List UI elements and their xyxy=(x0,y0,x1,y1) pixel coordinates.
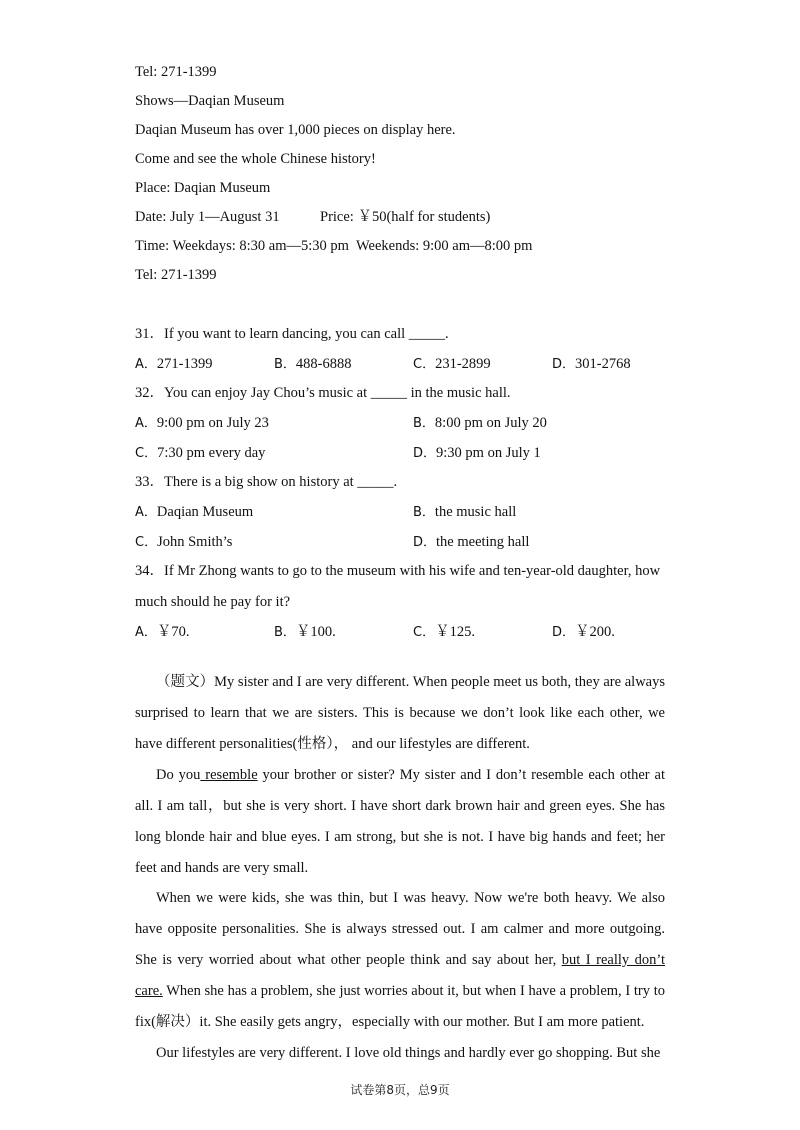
question-33-stem: 33．There is a big show on history at _____. xyxy=(135,474,398,490)
question-33-option-a xyxy=(135,503,253,522)
paragraph-text: Do you xyxy=(156,767,201,783)
page-footer: 试卷第8页，总9页 xyxy=(350,1083,450,1097)
question-32-option-c xyxy=(135,444,265,463)
option-key: C． xyxy=(135,535,158,550)
option-key: A． xyxy=(135,416,157,431)
option-text: Daqian Museum xyxy=(156,504,254,520)
option-key: B． xyxy=(274,357,296,372)
paragraph-text: your brother or sister? My sister and I don’t resemble each other at all. I am tall，but she is very short. I have short dark brown hair and green eyes. She has long blonde hair and blue eyes. I am strong, but she is not. I have big hands and feet; her feet and hands are very small. xyxy=(135,767,665,876)
option-text: the meeting hall xyxy=(436,534,530,550)
question-31-stem: 31．If you want to learn dancing, you can call _____. xyxy=(135,326,449,342)
underlined-word: resemble xyxy=(200,767,258,783)
question-32-option-b xyxy=(413,414,547,433)
paragraph-text: When she has a problem, she just worries about it, but when I have a problem, I try to fix(解决）it. She easily gets angry，especially with our mother. But I am more patient. xyxy=(135,983,665,1030)
question-32-option-d xyxy=(413,444,541,463)
option-key: D． xyxy=(552,357,576,372)
question-33-option-c xyxy=(135,533,232,552)
option-key: B． xyxy=(413,416,435,431)
option-key: D． xyxy=(413,446,437,461)
option-text: ￥100. xyxy=(295,624,336,640)
ad-time-weekends: Weekends: 9:00 am—8:00 pm xyxy=(356,238,533,254)
ad-date: Date: July 1—August 31 xyxy=(135,209,280,225)
ad-tel-1: Tel: 271-1399 xyxy=(135,64,217,80)
option-key: A． xyxy=(135,505,157,520)
question-34-option-d xyxy=(552,623,615,642)
paragraph-text: When we were kids, she was thin, but I was heavy. Now we're both heavy. We also have opposite personalities. She is always stressed out. I am calmer and more outgoing. She is very worried about what other people think and say about her, xyxy=(135,890,665,968)
option-key: A． xyxy=(135,357,157,372)
option-key: B． xyxy=(274,625,296,640)
question-32-stem: 32．You can enjoy Jay Chou’s music at _____ in the music hall. xyxy=(135,385,511,401)
question-34-option-a xyxy=(135,623,190,642)
ad-line-1: Daqian Museum has over 1,000 pieces on display here. xyxy=(135,122,456,138)
option-text: 9:30 pm on July 1 xyxy=(436,445,541,461)
question-31-option-b xyxy=(274,355,352,374)
ad-line-2: Come and see the whole Chinese history! xyxy=(135,151,376,167)
option-key: D． xyxy=(552,625,576,640)
option-text: 271-1399 xyxy=(156,356,213,372)
question-31-option-a xyxy=(135,355,213,374)
option-text: 488-6888 xyxy=(295,356,352,372)
option-key: C． xyxy=(413,625,436,640)
ad-place: Place: Daqian Museum xyxy=(135,180,271,196)
passage-paragraph-3 xyxy=(135,883,665,1038)
option-text: the music hall xyxy=(434,504,517,520)
passage-paragraph-1: （题文）My sister and I are very different. When people meet us both, they are always surprised to learn that we are sisters. This is because we don’t look like each other, we have different personalities(性格）， and our lifestyles are different. xyxy=(135,674,665,752)
question-33-option-b xyxy=(413,503,516,522)
option-text: ￥70. xyxy=(156,624,190,640)
ad-price: Price: ￥50(half for students) xyxy=(320,209,491,225)
ad-tel-2: Tel: 271-1399 xyxy=(135,267,217,283)
option-text: 7:30 pm every day xyxy=(157,445,266,461)
option-text: ￥125. xyxy=(435,624,475,640)
passage-paragraph-4: Our lifestyles are very different. I love old things and hardly ever go shopping. But she xyxy=(156,1045,661,1061)
option-key: C． xyxy=(413,357,436,372)
option-text: 9:00 pm on July 23 xyxy=(156,415,269,431)
question-31-option-d xyxy=(552,355,631,374)
passage-paragraph-2 xyxy=(135,760,665,884)
option-key: A． xyxy=(135,625,157,640)
option-text: 231-2899 xyxy=(435,356,491,372)
option-key: C． xyxy=(135,446,158,461)
underlined-sentence: but I really don’t care. xyxy=(135,952,666,999)
option-key: B． xyxy=(413,505,435,520)
question-33-option-d xyxy=(413,533,529,552)
option-key: D． xyxy=(413,535,437,550)
question-32-option-a xyxy=(135,414,269,433)
question-34-option-b xyxy=(274,623,336,642)
ad-title: Shows—Daqian Museum xyxy=(135,93,285,109)
question-31-option-c xyxy=(413,355,491,374)
option-text: ￥200. xyxy=(575,624,615,640)
ad-time-weekdays: Time: Weekdays: 8:30 am—5:30 pm xyxy=(135,238,349,254)
option-text: John Smith’s xyxy=(157,534,233,550)
question-34-stem-line-1: 34．If Mr Zhong wants to go to the museum with his wife and ten-year-old daughter, how xyxy=(135,563,661,579)
option-text: 8:00 pm on July 20 xyxy=(434,415,547,431)
option-text: 301-2768 xyxy=(575,356,631,372)
question-34-stem-line-2: much should he pay for it? xyxy=(135,594,291,610)
question-34-option-c xyxy=(413,623,475,642)
